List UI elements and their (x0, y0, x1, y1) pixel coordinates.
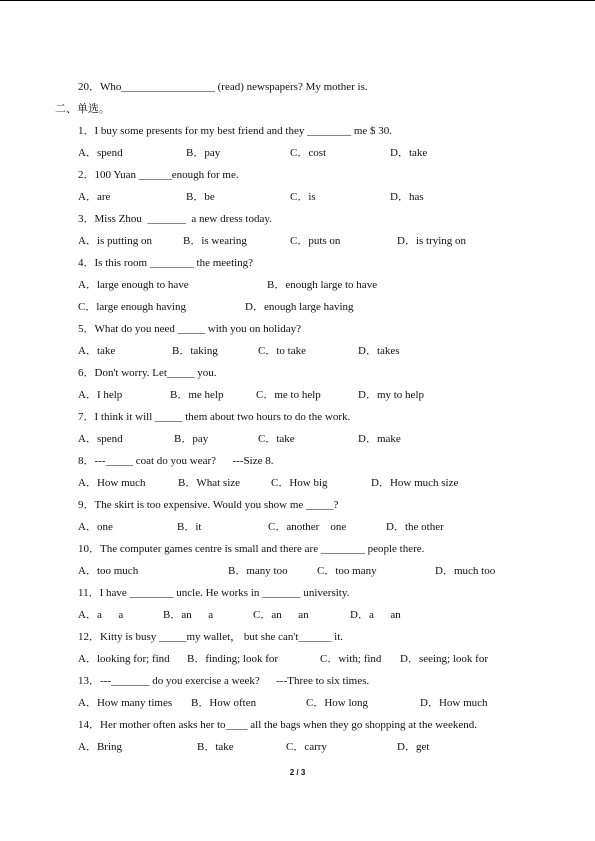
answer-option: A．Bring (78, 741, 122, 753)
option-row (0, 431, 595, 447)
answer-option: B．many too (228, 565, 288, 577)
question-stem: 11．I have ________ uncle. He works in _______ university. (78, 587, 350, 599)
answer-option: B．taking (172, 345, 218, 357)
answer-option: A．a a (78, 609, 124, 621)
answer-option: D．How much size (371, 477, 459, 489)
question-stem: 2．100 Yuan ______enough for me. (78, 169, 239, 181)
question-stem: 10．The computer games centre is small and there are ________ people there. (78, 543, 425, 555)
question-stem: 8．---_____ coat do you wear? ---Size 8. (78, 455, 274, 467)
answer-option: B．What size (178, 477, 241, 489)
question-stem: 13．---_______ do you exercise a week? ---Three to six times. (78, 675, 370, 687)
option-row (0, 519, 595, 535)
question-stem: 3．Miss Zhou _______ a new dress today. (78, 213, 272, 225)
answer-option: C．an an (253, 609, 309, 621)
option-row (0, 145, 595, 161)
answer-option: B．be (186, 191, 215, 203)
answer-option: D．is trying on (397, 235, 467, 247)
answer-option: D．make (358, 433, 401, 445)
answer-option: B．pay (174, 433, 209, 445)
answer-option: B．How often (191, 697, 257, 709)
answer-option: C．How long (306, 697, 369, 709)
answer-option: C．to take (258, 345, 306, 357)
answer-option: C．puts on (290, 235, 341, 247)
answer-option: B．it (177, 521, 202, 533)
answer-option: C．another one (268, 521, 347, 533)
question-stem: 9．The skirt is too expensive. Would you show me _____? (78, 499, 339, 511)
answer-option: C．large enough having (78, 301, 186, 313)
answer-option: D．the other (386, 521, 444, 533)
answer-option: A．is putting on (78, 235, 152, 247)
answer-option: A．one (78, 521, 113, 533)
answer-option: D．takes (358, 345, 400, 357)
option-row (0, 233, 595, 249)
answer-option: D．enough large having (245, 301, 354, 313)
option-row (0, 475, 595, 491)
question-stem: 12．Kitty is busy _____my wallet， but she can't______ it. (78, 631, 344, 643)
answer-option: B．me help (170, 389, 224, 401)
answer-option: C．is (290, 191, 316, 203)
option-row (0, 299, 595, 315)
answer-option: A．looking for; find (78, 653, 170, 665)
answer-option: A．are (78, 191, 111, 203)
answer-option: D．a an (350, 609, 401, 621)
option-row (0, 189, 595, 205)
answer-option: B．an a (163, 609, 214, 621)
option-row (0, 607, 595, 623)
question-20: 20．Who_________________ (read) newspapers? My mother is. (78, 81, 368, 93)
option-row (0, 651, 595, 667)
option-row (0, 563, 595, 579)
section-title: 二、单选。 (55, 103, 110, 115)
answer-option: B．enough large to have (267, 279, 378, 291)
question-stem: 7．I think it will _____ them about two hours to do the work. (78, 411, 351, 423)
question-stem: 14．Her mother often asks her to____ all the bags when they go shopping at the weekend. (78, 719, 477, 731)
answer-option: C．me to help (256, 389, 321, 401)
option-row (0, 739, 595, 755)
answer-option: D．much too (435, 565, 496, 577)
answer-option: B．pay (186, 147, 221, 159)
answer-option: C．too many (317, 565, 377, 577)
answer-option: C．cost (290, 147, 327, 159)
answer-option: D．has (390, 191, 424, 203)
page-top-border (0, 0, 595, 1)
answer-option: C．carry (286, 741, 327, 753)
answer-option: C．How big (271, 477, 328, 489)
answer-option: A．take (78, 345, 116, 357)
answer-option: D．seeing; look for (400, 653, 488, 665)
answer-option: D．How much (420, 697, 488, 709)
answer-option: A．I help (78, 389, 123, 401)
question-stem: 4．Is this room ________ the meeting? (78, 257, 254, 269)
answer-option: D．get (397, 741, 430, 753)
answer-option: A．How many times (78, 697, 173, 709)
question-stem: 5．What do you need _____ with you on holiday? (78, 323, 302, 335)
page-number: 2 / 3 (289, 768, 306, 777)
answer-option: A．spend (78, 147, 123, 159)
answer-option: A．How much (78, 477, 146, 489)
option-row (0, 343, 595, 359)
answer-option: B．finding; look for (187, 653, 279, 665)
question-stem: 1．I buy some presents for my best friend and they ________ me $ 30. (78, 125, 393, 137)
answer-option: B．take (197, 741, 234, 753)
option-row (0, 695, 595, 711)
answer-option: C．take (258, 433, 295, 445)
answer-option: C．with; find (320, 653, 382, 665)
option-row (0, 387, 595, 403)
answer-option: A．too much (78, 565, 139, 577)
answer-option: B．is wearing (183, 235, 247, 247)
option-row (0, 277, 595, 293)
answer-option: A．large enough to have (78, 279, 189, 291)
question-stem: 6．Don't worry. Let_____ you. (78, 367, 217, 379)
answer-option: D．take (390, 147, 428, 159)
answer-option: A．spend (78, 433, 123, 445)
answer-option: D．my to help (358, 389, 424, 401)
